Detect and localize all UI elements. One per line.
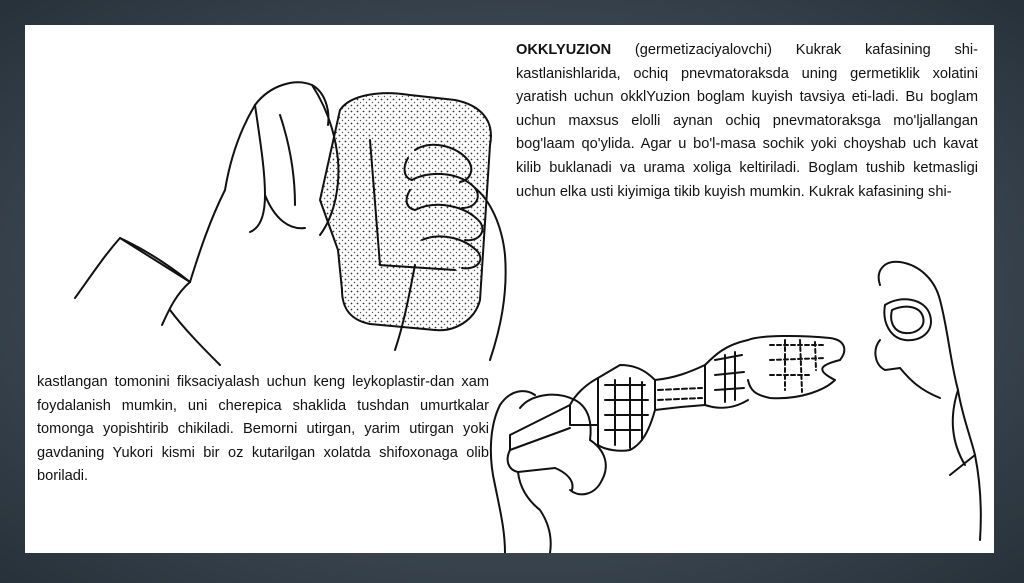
heading-term: OKKLYUZION	[516, 42, 612, 58]
top-paragraph-text: (germetizaciyalovchi) Kukrak kafasining shi-kastlanishlarida, ochiq pnevmatoraksda uning germetiklik xolatini yaratish uchun okklYuzion boglam kuyish tavsiya eti-ladi. Bu boglam uchun maxsus elolli aynan ochiq pnevmatoraksga mo'ljallangan bog'laam qo'ylida. Agar u bo'l-masa sochik yoki choyshab uch kavat kilib buklanadi va urama xoliga keltiriladi. Boglam tushib ketmasligi uchun elka usti kiyimiga tikib kuyish mumkin. Kukrak kafasining shi-	[516, 42, 978, 200]
hands-dressing-illustration	[50, 50, 510, 370]
slide-page	[25, 25, 994, 553]
top-paragraph	[516, 39, 978, 204]
bandage-strip-illustration	[480, 240, 990, 553]
bottom-paragraph: kastlangan tomonini fiksaciyalash uchun keng leykoplastir-dan xam foydalanish mumkin, uni cherepica shaklida tushdan umurtkalar tomonga yopishtirib chikiladi. Bemorni utirgan, yarim utirgan yoki gavdaning Yukori kismi bir oz kutarilgan xolatda shifoxonaga olib boriladi.	[37, 374, 489, 485]
